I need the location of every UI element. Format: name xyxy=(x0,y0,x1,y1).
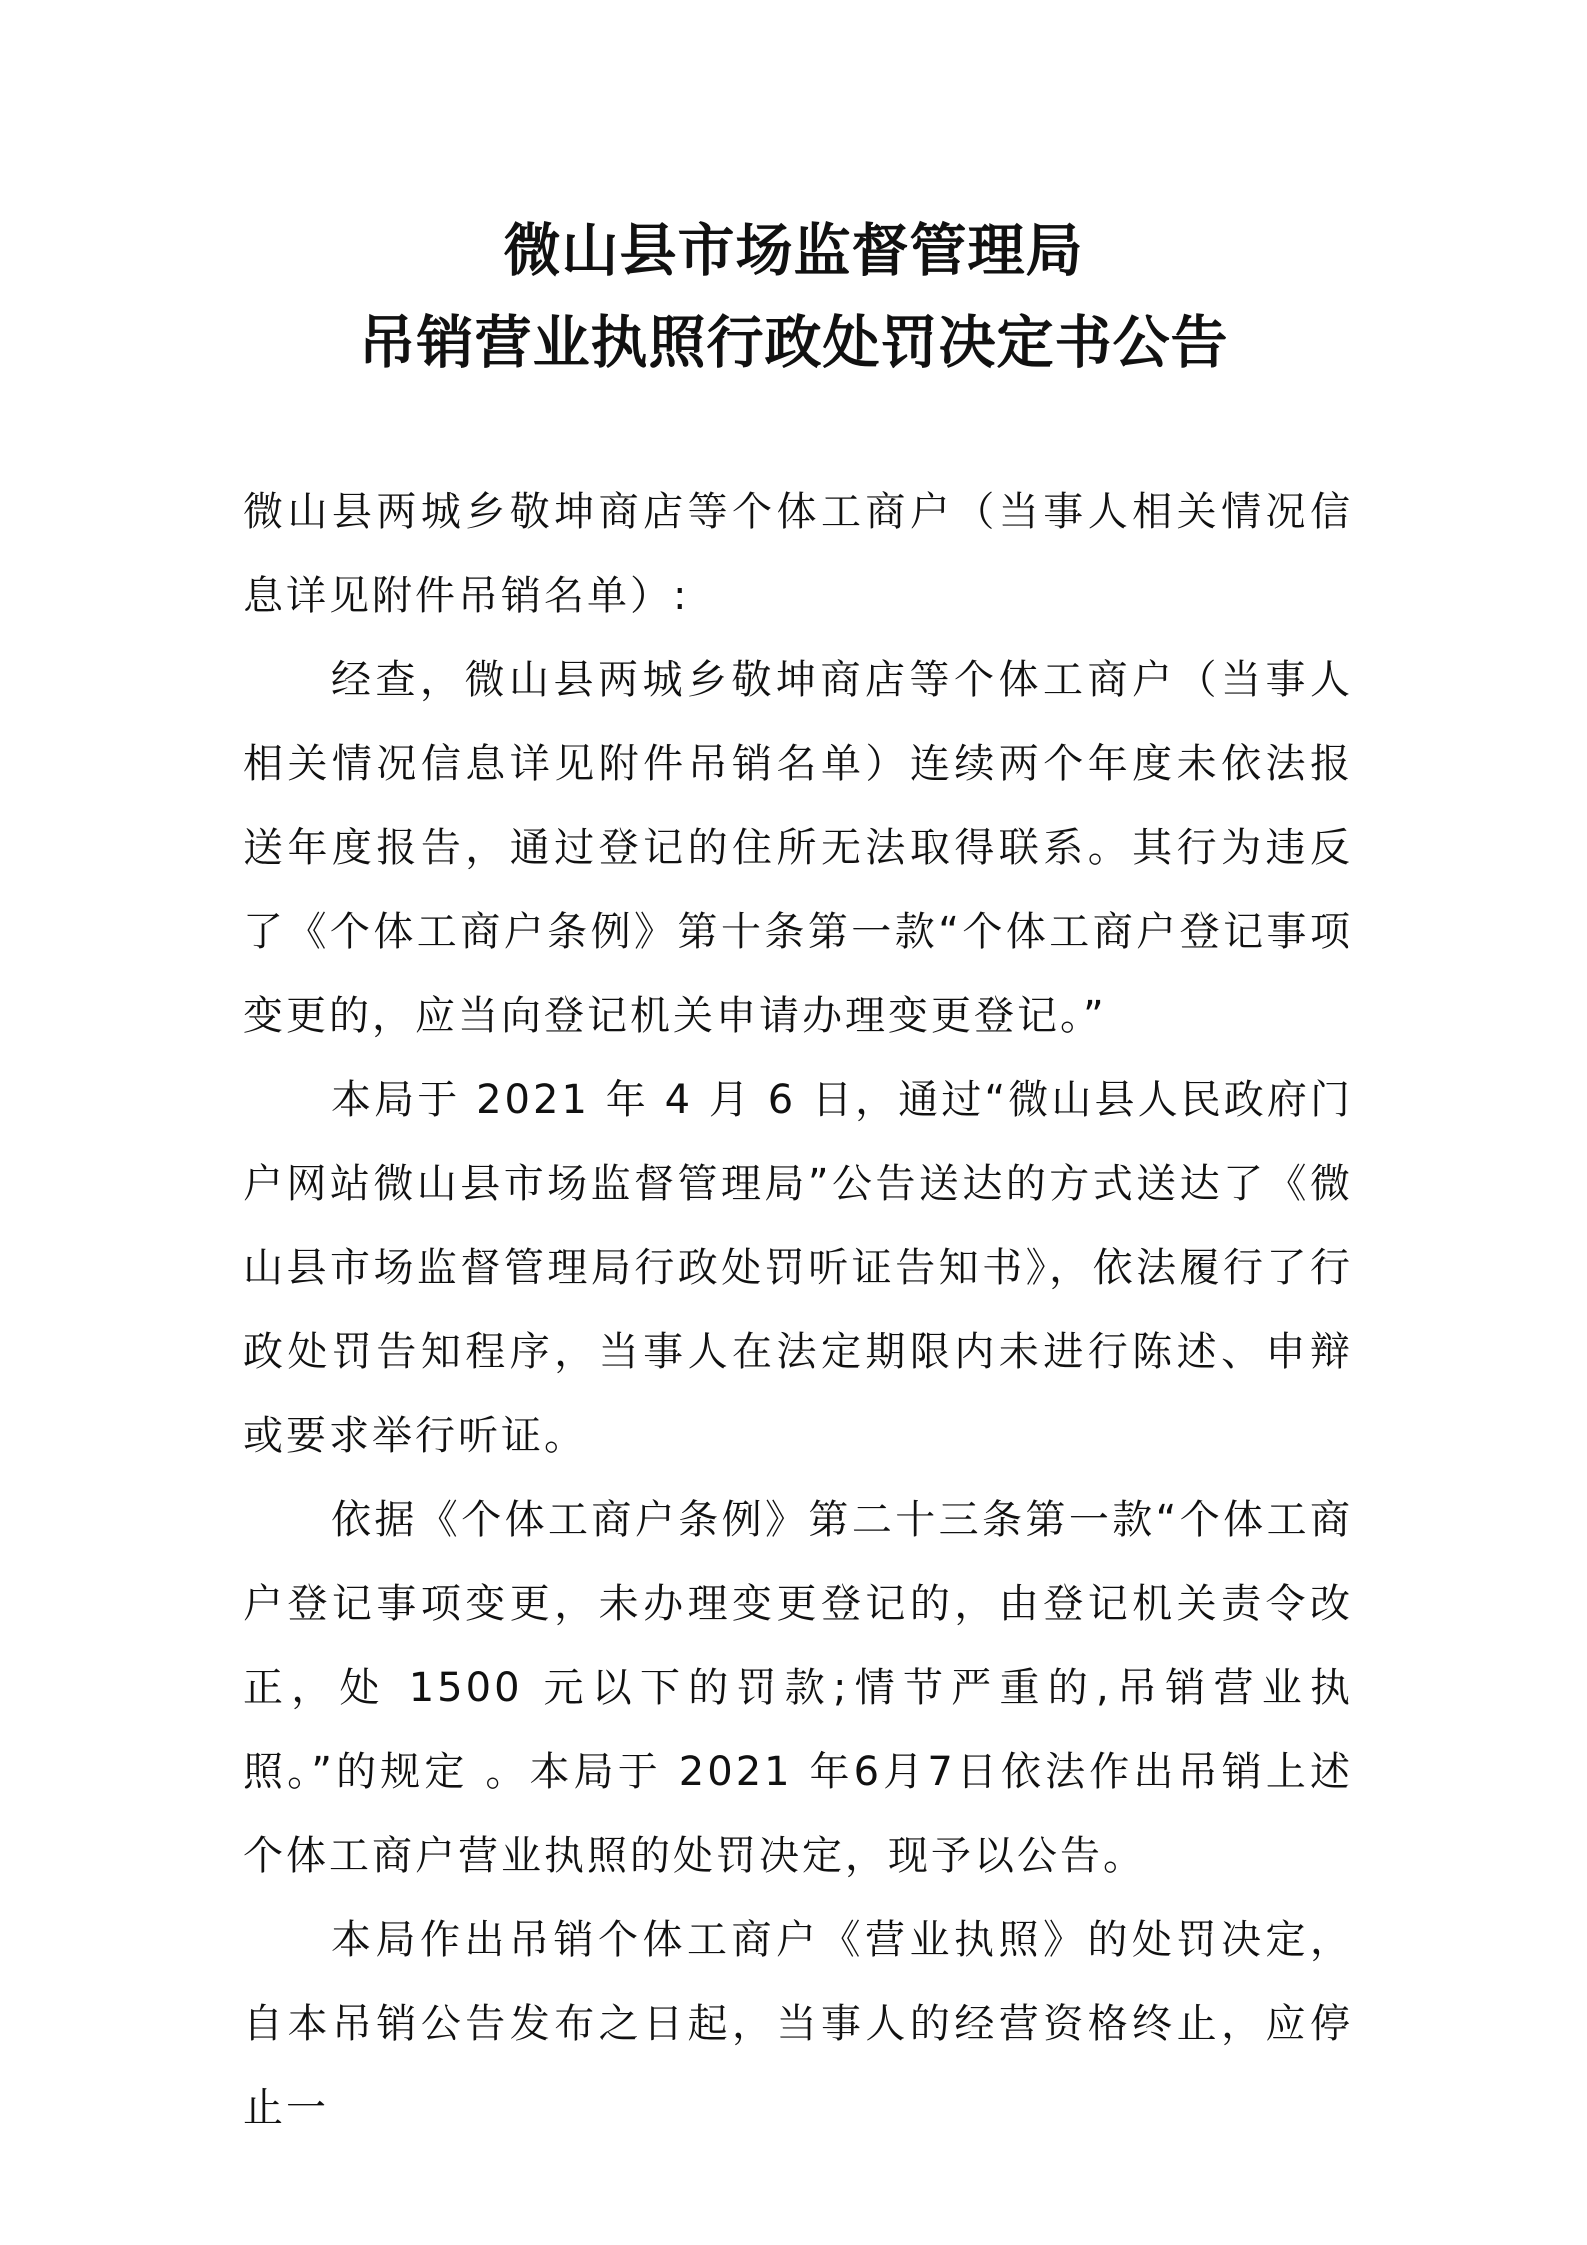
title-line-notice: 吊销营业执照行政处罚决定书公告 xyxy=(358,309,1229,376)
paragraph-notification: 本局于 2021 年 4 月 6 日，通过“微山县人民政府门户网站微山县市场监督管理局”公告送达的方式送达了《微山县市场监督管理局行政处罚听证告知书》，依法履行了行政处罚告知程序，当事人在法定期限内未进行陈述、申辩或要求举行听证。 xyxy=(243,1077,1353,1459)
paragraph-findings: 经查，微山县两城乡敬坤商店等个体工商户（当事人相关情况信息详见附件吊销名单）连续两个年度未依法报送年度报告，通过登记的住所无法取得联系。其行为违反了《个体工商户条例》第十条第一款“个体工商户登记事项变更的，应当向登记机关申请办理变更登记。” xyxy=(243,657,1353,1039)
document-title xyxy=(0,205,1587,389)
paragraph-legal-basis: 依据《个体工商户条例》第二十三条第一款“个体工商户登记事项变更，未办理变更登记的，由登记机关责令改正，处 1500 元以下的罚款;情节严重的,吊销营业执照。”的规定 。本局于 2021 年6月7日依法作出吊销上述个体工商户营业执照的处罚决定，现予以公告。 xyxy=(243,1497,1353,1879)
paragraph-addressee: 微山县两城乡敬坤商店等个体工商户（当事人相关情况信息详见附件吊销名单）: xyxy=(243,489,1353,619)
document-body xyxy=(243,470,1353,2150)
title-line-agency: 微山县市场监督管理局 xyxy=(503,217,1084,284)
paragraph-decision-effect: 本局作出吊销个体工商户《营业执照》的处罚决定，自本吊销公告发布之日起，当事人的经营资格终止，应停止一 xyxy=(243,1917,1353,2131)
